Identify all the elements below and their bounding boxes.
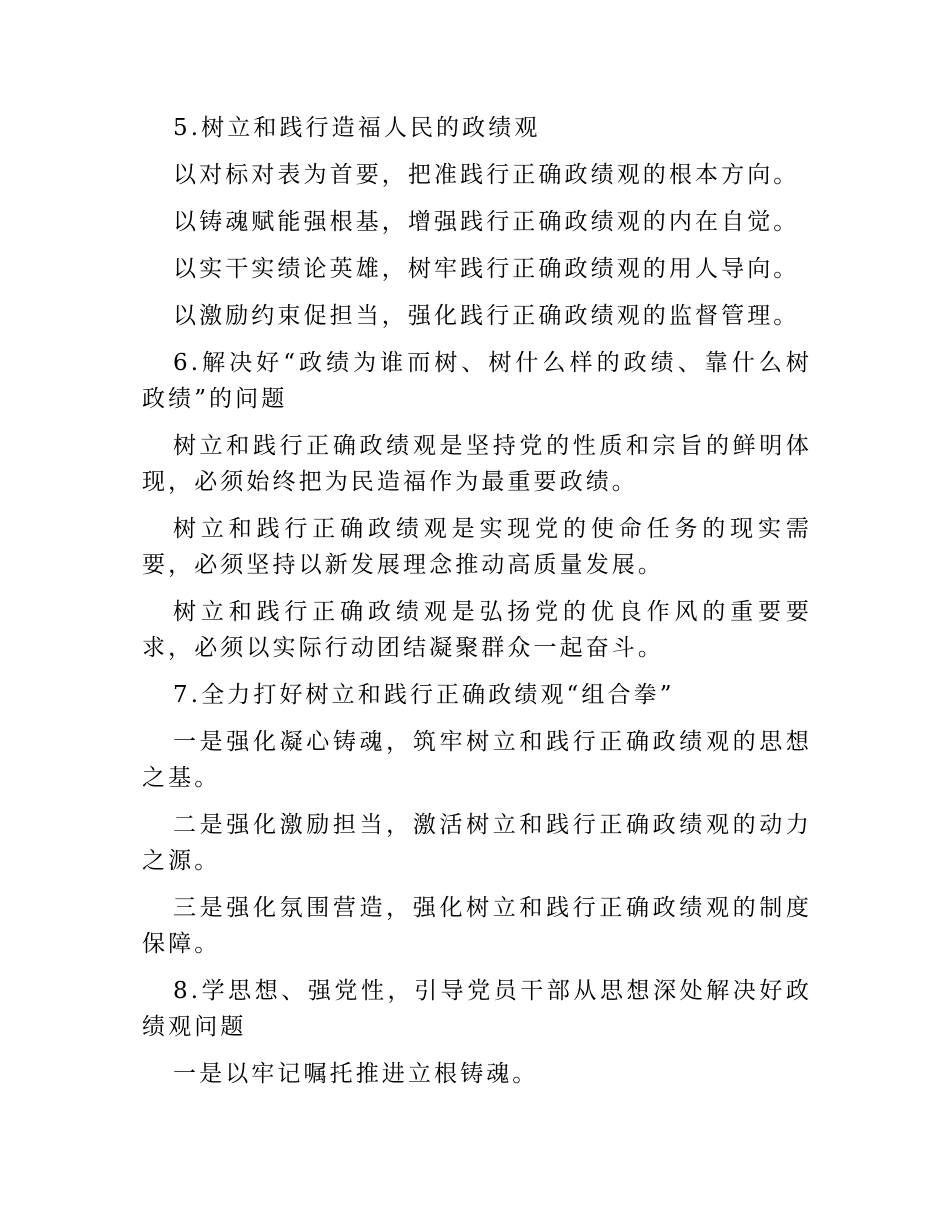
paragraph: 树立和践行正确政绩观是实现党的使命任务的现实需要，必须坚持以新发展理念推动高质量发展。 [142, 516, 812, 578]
section-heading: 8.学思想、强党性，引导党员干部从思想深处解决好政绩观问题 [142, 978, 812, 1040]
section-heading: 7.全力打好树立和践行正确政绩观“组合拳” [173, 682, 675, 708]
paragraph: 以实干实绩论英雄，树牢践行正确政绩观的用人导向。 [173, 256, 800, 282]
paragraph: 一是以牢记嘱托推进立根铸魂。 [173, 1061, 539, 1087]
paragraph: 三是强化氛围营造，强化树立和践行正确政绩观的制度保障。 [142, 895, 812, 957]
section-heading: 5.树立和践行造福人民的政绩观 [173, 115, 541, 141]
paragraph: 以对标对表为首要，把准践行正确政绩观的根本方向。 [173, 162, 800, 188]
paragraph: 以激励约束促担当，强化践行正确政绩观的监督管理。 [173, 303, 800, 329]
paragraph: 树立和践行正确政绩观是弘扬党的优良作风的重要要求，必须以实际行动团结凝聚群众一起奋斗。 [142, 599, 812, 661]
paragraph: 一是强化凝心铸魂，筑牢树立和践行正确政绩观的思想之基。 [142, 729, 812, 791]
paragraph: 二是强化激励担当，激活树立和践行正确政绩观的动力之源。 [142, 812, 812, 874]
paragraph: 以铸魂赋能强根基，增强践行正确政绩观的内在自觉。 [173, 209, 800, 235]
paragraph: 树立和践行正确政绩观是坚持党的性质和宗旨的鲜明体现，必须始终把为民造福作为最重要政绩。 [142, 433, 812, 495]
document-body [142, 110, 812, 1103]
section-heading: 6.解决好“政绩为谁而树、树什么样的政绩、靠什么树政绩”的问题 [142, 350, 812, 412]
